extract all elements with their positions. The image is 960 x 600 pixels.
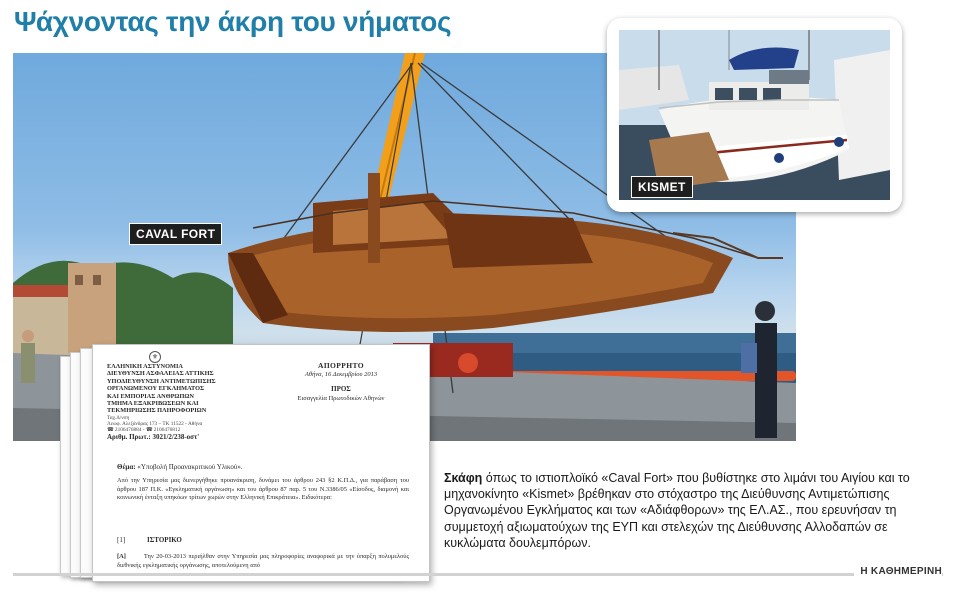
document-header-line: ΚΑΙ ΕΜΠΟΡΙΑΣ ΑΝΘΡΩΠΩΝ <box>107 392 194 400</box>
document-subject <box>117 463 243 471</box>
newspaper-credit: Η ΚΑΘΗΜΕΡΙΝΗ <box>854 566 942 577</box>
document-paragraph-number: [A] <box>117 553 126 560</box>
document-to-label: ΠΡΟΣ <box>331 385 351 393</box>
bottom-divider <box>13 573 943 576</box>
caval-fort-label: CAVAL FORT <box>129 223 222 245</box>
document-subject-text: «Υποβολή Προανακριτικού Υλικού». <box>137 463 243 471</box>
headline: Ψάχνοντας την άκρη του νήματος <box>14 6 452 37</box>
document-body: Από την Υπηρεσία μας διενεργήθηκε προανάκριση, δυνάμει του άρθρου 243 §2 Κ.Π.Δ., για παράβαση του άρθρου 187 Π.Κ. «Εγκληματική οργάνωση» και του άρθρου 87 παρ. 5 του Ν.3386/05 «Είσοδος, διαμονή και κοινωνική ένταξη υπηκόων τρίτων χωρών στην Ελληνική Επικράτεια». Ειδικότερα: <box>117 477 409 502</box>
document-protocol-number: Αριθμ. Πρωτ.: 3021/2/238-οστ' <box>107 433 200 442</box>
document-date: Αθήνα, 16 Δεκεμβρίου 2013 <box>304 371 378 378</box>
document-header-line: ΕΛΛΗΝΙΚΗ ΑΣΤΥΝΟΜΙΑ <box>107 363 183 370</box>
emblem-icon: ⚜ <box>149 351 161 363</box>
document-section-number: [1] <box>117 536 126 544</box>
document-header-line: ΤΜΗΜΑ ΕΞΑΚΡΙΒΩΣΕΩΝ ΚΑΙ <box>107 400 199 408</box>
document-contact-line: Λεωφ. Αλεξάνδρας 173 – ΤΚ 11522 - Αθήνα <box>107 421 203 428</box>
inset-photo-illustration <box>619 30 890 200</box>
photo-caption <box>444 470 922 551</box>
document-recipient-block <box>271 361 411 403</box>
caption-lead: Σκάφη <box>444 471 483 485</box>
document-section-title: ΙΣΤΟΡΙΚΟ <box>147 536 182 544</box>
document-paragraph-text: Την 20-03-2013 περιήλθαν στην Υπηρεσία μας πληροφορίες αναφορικά με την ύπαρξη πολυμελούς διεθνικής εγκληματικής οργάνωσης, αποτελούμενη από <box>117 553 409 569</box>
police-document <box>92 344 430 582</box>
document-section-heading <box>117 536 182 544</box>
document-header-line: ΤΕΚΜΗΡΙΩΣΗΣ ΠΛΗΡΟΦΟΡΙΩΝ <box>107 407 207 415</box>
document-header-line: ΔΙΕΥΘΥΝΣΗ ΑΣΦΑΛΕΙΑΣ ΑΤΤΙΚΗΣ <box>107 370 214 378</box>
document-contact-line: Ταχ.Δ/νση <box>107 414 130 421</box>
inset-photo-frame <box>607 18 902 212</box>
document-contact-line: ☎ 2106476884 - ☎ 2106476812 <box>107 427 181 434</box>
caption-body: όπως το ιστιοπλοϊκό «Caval Fort» που βυθίστηκε στο λιμάνι του Αιγίου και το μηχανοκίνητο «Kismet» βρέθηκαν στο στόχαστρο της Διεύθυνσης Αντιμετώπισης Οργανωμένου Εγκλήματος και των «Αδιάφθορων» της ΕΛ.ΑΣ., που ερευνήσαν τη συμμετοχή αξιωματούχων της ΕΥΠ και στελεχών της Διεύθυνσης Αλλοδαπών σε κυκλώματα δουλεμπόρων. <box>444 471 910 550</box>
document-header-line: ΥΠΟΔΙΕΥΘΥΝΣΗ ΑΝΤΙΜΕΤΩΠΙΣΗΣ <box>107 377 216 385</box>
document-paragraph <box>117 553 409 570</box>
document-sender-block <box>107 363 247 442</box>
document-header-line: ΟΡΓΑΝΩΜΕΝΟΥ ΕΓΚΛΗΜΑΤΟΣ <box>107 385 205 393</box>
document-subject-label: Θέμα: <box>117 463 136 471</box>
document-classification: ΑΠΟΡΡΗΤΟ <box>318 361 364 370</box>
inset-photo-kismet <box>619 30 890 200</box>
document-recipient: Εισαγγελία Πρωτοδικών Αθηνών <box>297 395 385 402</box>
kismet-label: KISMET <box>631 176 693 198</box>
